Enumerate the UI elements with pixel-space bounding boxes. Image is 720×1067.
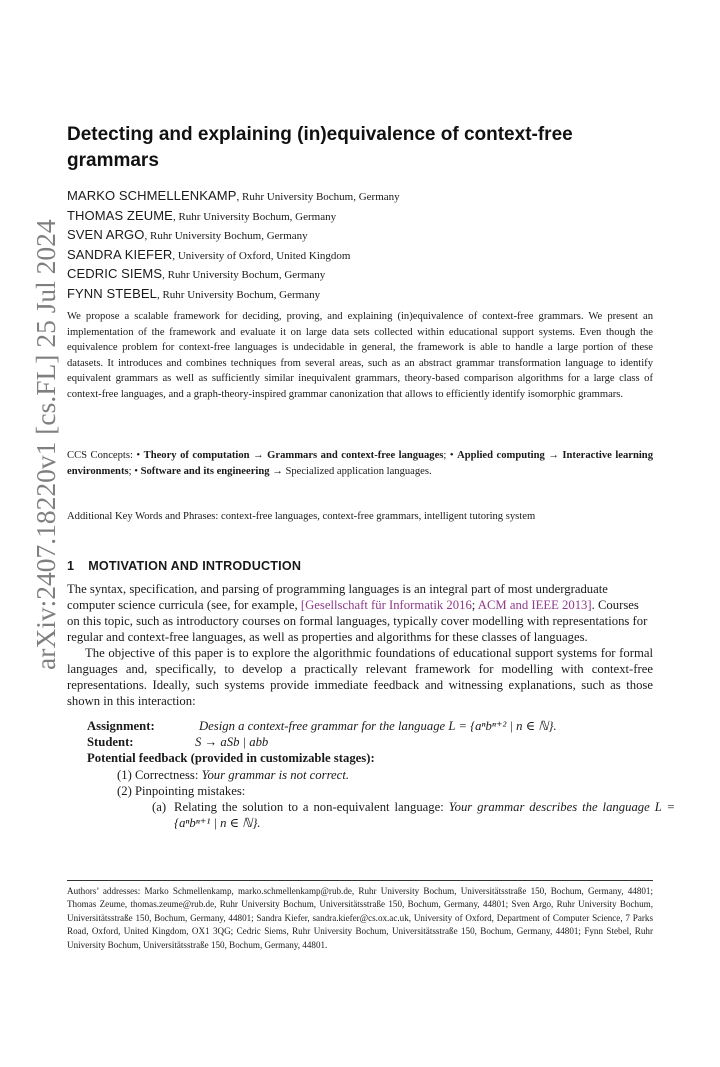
ccs-bullet: • <box>449 450 458 461</box>
author-name: THOMAS ZEUME <box>67 207 173 223</box>
arxiv-stamp-text: arXiv:2407.18220v1 [cs.FL] 25 Jul 2024 <box>30 219 61 670</box>
citation-link[interactable]: ACM and IEEE 2013 <box>477 598 588 613</box>
ccs-subcategory: Interactive learning environments <box>67 450 653 477</box>
paragraph-text: . Courses on this topic, such as introductory courses on formal languages, typically cover modelling with representations for regular and context-free languages, as well as properties and algorithms for these classes of languages. <box>67 598 648 645</box>
ccs-concepts <box>67 448 653 479</box>
author-name: CEDRIC SIEMS <box>67 266 163 282</box>
ccs-category: Theory of computation <box>143 450 250 461</box>
author-entry <box>67 246 653 266</box>
ccs-arrow: → <box>249 450 268 461</box>
arxiv-stamp <box>26 190 66 670</box>
author-affiliation: , Ruhr University Bochum, Germany <box>172 210 337 223</box>
author-affiliation: , Ruhr University Bochum, Germany <box>156 288 321 301</box>
author-affiliation: , Ruhr University Bochum, Germany <box>162 269 326 282</box>
subitem-label: Relating the solution to a non-equivalent language: <box>174 800 449 815</box>
feedback-item-mistakes <box>87 783 653 799</box>
author-affiliation: , Ruhr University Bochum, Germany <box>144 230 308 243</box>
assignment-label: Assignment: <box>87 719 155 733</box>
author-entry <box>67 226 653 246</box>
author-name: MARKO SCHMELLENKAMP <box>67 188 237 203</box>
item-marker: (1) <box>117 767 132 782</box>
author-entry <box>67 207 653 227</box>
keywords: Additional Key Words and Phrases: context-free languages, context-free grammars, intelligent tutoring system <box>67 511 536 522</box>
author-name: SANDRA KIEFER <box>67 246 173 262</box>
subitem-text: Your grammar describes the language <box>448 800 655 815</box>
example-interaction <box>87 718 676 831</box>
author-name: SVEN ARGO <box>67 227 145 243</box>
ccs-category: Software and its engineering <box>140 465 270 477</box>
ccs-arrow: → <box>269 465 286 477</box>
author-entry <box>67 265 653 285</box>
author-list <box>67 187 653 305</box>
item-label: Pinpointing mistakes: <box>134 783 246 798</box>
ccs-category: Applied computing <box>457 450 545 461</box>
ccs-subcategory: Grammars and context-free languages <box>267 450 444 461</box>
item-label: Correctness: <box>134 767 202 782</box>
section-title: MOTIVATION AND INTRODUCTION <box>88 559 302 573</box>
author-affiliation: , University of Oxford, United Kingdom <box>172 249 351 262</box>
authors-addresses-footnote: Authors’ addresses: Marko Schmellenkamp, marko.schmellenkamp@rub.de, Ruhr University Bochum, Universitätsstraße 150, Bochum, Germany, 44801; Thomas Zeume, thomas.zeume@rub.de, Ruhr University Bochum, Universitätsstraße 150, Bochum, Germany, 44801; Sven Argo, Ruhr University Bochum, Universitätsstraße 150, Bochum, Germany, 44801; Sandra Kiefer, sandra.kiefer@cs.ox.ac.uk, University of Oxford, Department of Computer Science, 7 Parks Road, Oxford, United Kingdom, OX1 3QG; Cedric Siems, Ruhr University Bochum, Universitätsstraße 150, Bochum, Germany, 44801; Fynn Stebel, Ruhr University Bochum, Universitätsstraße 150, Bochum, Germany, 44801. <box>67 886 653 950</box>
ccs-separator: ; <box>443 450 450 461</box>
ccs-bullet: • <box>134 465 141 477</box>
subitem-marker: (a) <box>152 800 167 815</box>
feedback-item-correctness <box>87 767 653 783</box>
author-entry <box>67 285 653 305</box>
author-name: FYNN STEBEL <box>67 285 157 301</box>
paragraph-text: The syntax, specification, and parsing of programming languages is an integral part of most undergraduate computer science curricula (see, for example, <box>67 582 608 613</box>
citation-separator: ; <box>471 598 478 613</box>
ccs-separator: ; <box>128 465 135 477</box>
ccs-subcategory: Specialized application languages <box>285 465 430 477</box>
ccs-prefix: CCS Concepts: <box>67 450 137 461</box>
citation-bracket[interactable]: [ <box>300 598 306 613</box>
feedback-subitem-relating <box>87 799 676 831</box>
student-row <box>87 734 653 750</box>
section-number: 1 <box>67 559 75 573</box>
assignment-row <box>87 718 653 734</box>
item-marker: (2) <box>117 783 132 798</box>
footnote-divider <box>67 880 653 881</box>
ccs-bullet: • <box>136 450 144 461</box>
assignment-text: Design a context-free grammar for the language <box>199 719 449 733</box>
feedback-heading <box>87 750 653 766</box>
ccs-arrow: → <box>544 450 563 461</box>
citation-bracket[interactable]: ] <box>587 598 592 613</box>
ccs-separator: . <box>429 465 432 477</box>
student-label: Student: <box>87 735 134 750</box>
subitem-math: L = {aⁿbⁿ⁺¹ | n ∈ ℕ}. <box>174 800 676 831</box>
item-text: Your grammar is not correct. <box>201 767 350 782</box>
paper-title: Detecting and explaining (in)equivalence of context-free grammars <box>67 124 573 171</box>
author-affiliation: , Ruhr University Bochum, Germany <box>236 191 400 203</box>
section-heading <box>67 559 301 573</box>
paragraph-objective: The objective of this paper is to explore the algorithmic foundations of educational support systems for formal languages and, specifically, to develop a practically relevant framework for modelling with context-free representations. Ideally, such systems provide immediate feedback and witnessing explanations, such as those shown in this interaction: <box>67 646 653 709</box>
student-grammar: S → aSb | abb <box>195 735 269 750</box>
assignment-math: L = {aⁿbⁿ⁺² | n ∈ ℕ}. <box>448 719 557 733</box>
paragraph-motivation <box>67 581 653 645</box>
author-entry <box>67 187 653 207</box>
subitem-body <box>174 799 675 831</box>
feedback-heading-text: Potential feedback (provided in customizable stages): <box>87 751 375 766</box>
abstract: We propose a scalable framework for deciding, proving, and explaining (in)equivalence of context-free grammars. We present an implementation of the framework and evaluate it on large data sets collected within educational support systems. Even though the equivalence problem for context-free languages is undecidable in general, the framework is able to handle a large portion of these datasets. It introduces and combines techniques from several areas, such as an abstract grammar transformation language to identify equivalent grammars as well as sufficiently similar inequivalent grammars, theory-based comparison algorithms for a large class of context-free languages, and a graph-theory-inspired grammar canonization that allows to efficiently identify isomorphic grammars. <box>67 311 653 400</box>
citation-link[interactable]: Gesellschaft für Informatik 2016 <box>305 598 472 613</box>
